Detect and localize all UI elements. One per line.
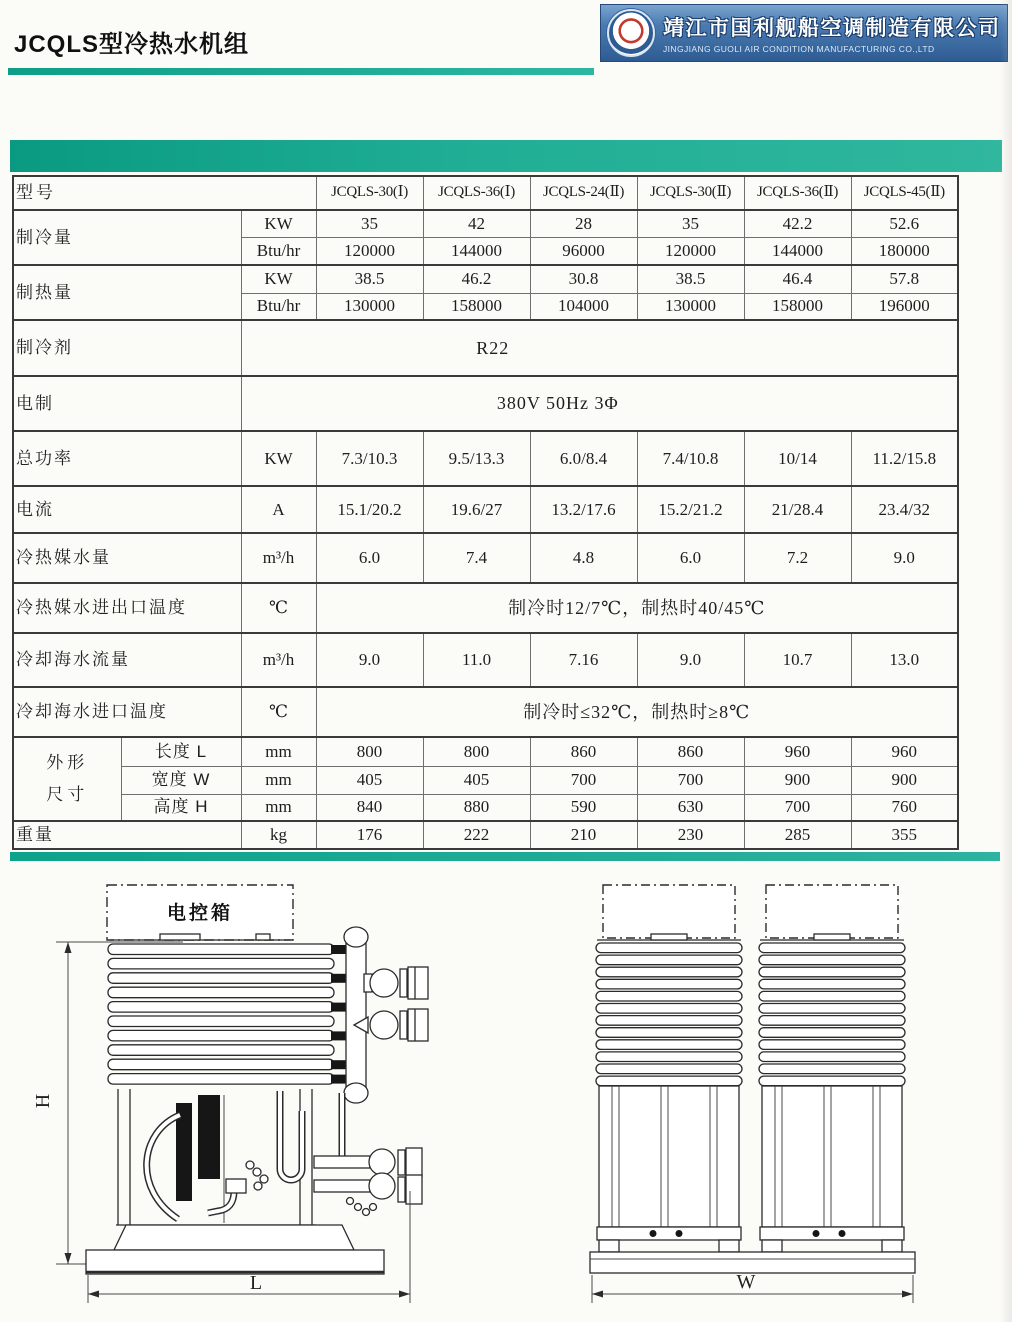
row-label: 重量 — [13, 821, 241, 849]
value-cell: 23.4/32 — [851, 486, 958, 533]
value-cell: 960 — [851, 737, 958, 766]
unit-cell: ℃ — [241, 687, 316, 737]
value-cell: 15.1/20.2 — [316, 486, 423, 533]
value-cell: 840 — [316, 794, 423, 821]
value-cell: 42.2 — [744, 210, 851, 237]
dim-label-W: W — [736, 1271, 756, 1293]
value-cell: 38.5 — [637, 265, 744, 293]
table-top-accent-bar — [10, 140, 1002, 172]
spec-table — [12, 175, 959, 850]
value-cell: 130000 — [316, 293, 423, 320]
spec-row — [13, 766, 958, 794]
value-cell: 144000 — [744, 237, 851, 265]
value-cell: 176 — [316, 821, 423, 849]
spec-row — [13, 320, 958, 376]
base-frame — [86, 1225, 384, 1274]
unit-cell: A — [241, 486, 316, 533]
value-cell: 30.8 — [530, 265, 637, 293]
value-cell: 860 — [530, 737, 637, 766]
value-cell: 130000 — [637, 293, 744, 320]
value-cell: 800 — [423, 737, 530, 766]
row-label: 冷热媒水量 — [13, 533, 241, 583]
row-label: 制冷剂 — [13, 320, 241, 376]
model-name: JCQLS-36(Ⅰ) — [423, 176, 530, 210]
value-cell: 210 — [530, 821, 637, 849]
row-label: 制冷量 — [13, 210, 241, 265]
company-name-cn: 靖江市国利舰船空调制造有限公司 — [663, 17, 1001, 40]
spec-row — [13, 210, 958, 237]
dimension-width — [592, 1271, 913, 1303]
value-cell: 960 — [744, 737, 851, 766]
span-value: 380V 50Hz 3Φ — [241, 376, 958, 431]
row-label: 冷却海水进口温度 — [13, 687, 241, 737]
value-cell: 11.0 — [423, 633, 530, 687]
value-cell: 52.6 — [851, 210, 958, 237]
value-cell: 6.0 — [316, 533, 423, 583]
unit-cell: mm — [241, 766, 316, 794]
unit-cell: ℃ — [241, 583, 316, 633]
value-cell: 860 — [637, 737, 744, 766]
row-label: 外形 尺寸 — [13, 737, 121, 821]
table-bottom-accent-bar — [10, 852, 1000, 861]
model-name: JCQLS-30(Ⅱ) — [637, 176, 744, 210]
spec-row — [13, 431, 958, 486]
dim-label-H: H — [32, 1093, 54, 1109]
span-value: R22 — [241, 320, 958, 376]
control-box-label: 电控箱 — [166, 903, 234, 924]
unit-cell: mm — [241, 794, 316, 821]
page-title: JCQLS型冷热水机组 — [14, 31, 250, 58]
value-cell: 46.4 — [744, 265, 851, 293]
unit-front-left — [596, 885, 742, 1252]
spec-row — [13, 265, 958, 293]
value-cell: 700 — [530, 766, 637, 794]
value-cell: 6.0/8.4 — [530, 431, 637, 486]
value-cell: 15.2/21.2 — [637, 486, 744, 533]
value-cell: 46.2 — [423, 265, 530, 293]
value-cell: 700 — [637, 766, 744, 794]
value-cell: 13.0 — [851, 633, 958, 687]
value-cell: 28 — [530, 210, 637, 237]
spec-row — [13, 687, 958, 737]
company-names — [663, 12, 1001, 54]
value-cell: 35 — [637, 210, 744, 237]
model-name: JCQLS-36(Ⅱ) — [744, 176, 851, 210]
compressor-section — [116, 1089, 316, 1225]
unit-cell: KW — [241, 431, 316, 486]
model-row-label: 型号 — [13, 176, 316, 210]
value-cell: 196000 — [851, 293, 958, 320]
value-cell: 630 — [637, 794, 744, 821]
unit-cell: KW — [241, 265, 316, 293]
unit-cell: mm — [241, 737, 316, 766]
value-cell: 6.0 — [637, 533, 744, 583]
value-cell: 405 — [423, 766, 530, 794]
spec-row — [13, 821, 958, 849]
company-logo-banner — [600, 4, 1008, 62]
dim-label-L: L — [249, 1272, 263, 1294]
model-name: JCQLS-30(Ⅰ) — [316, 176, 423, 210]
value-cell: 230 — [637, 821, 744, 849]
value-cell: 35 — [316, 210, 423, 237]
value-cell: 7.4/10.8 — [637, 431, 744, 486]
value-cell: 4.8 — [530, 533, 637, 583]
header-divider — [8, 68, 594, 75]
dimension-sublabel: 高度 H — [121, 794, 241, 821]
side-view-drawing — [28, 873, 458, 1313]
unit-cell: Btu/hr — [241, 293, 316, 320]
value-cell: 96000 — [530, 237, 637, 265]
company-name-en: JINGJIANG GUOLI AIR CONDITION MANUFACTURING CO.,LTD — [663, 44, 935, 54]
unit-cell: kg — [241, 821, 316, 849]
spec-row — [13, 583, 958, 633]
spec-row — [13, 376, 958, 431]
spec-row — [13, 633, 958, 687]
value-cell: 405 — [316, 766, 423, 794]
row-label: 电制 — [13, 376, 241, 431]
value-cell: 7.2 — [744, 533, 851, 583]
span-value: 制冷时≤32℃，制热时≥8℃ — [316, 687, 958, 737]
value-cell: 180000 — [851, 237, 958, 265]
unit-cell: m³/h — [241, 533, 316, 583]
value-cell: 158000 — [744, 293, 851, 320]
value-cell: 7.4 — [423, 533, 530, 583]
water-pipe-fittings-lower — [314, 1093, 422, 1216]
unit-front-right — [759, 885, 905, 1252]
value-cell: 42 — [423, 210, 530, 237]
unit-cell: m³/h — [241, 633, 316, 687]
value-cell: 760 — [851, 794, 958, 821]
company-emblem-icon — [607, 9, 655, 57]
dimension-sublabel: 宽度 W — [121, 766, 241, 794]
value-cell: 900 — [851, 766, 958, 794]
value-cell: 355 — [851, 821, 958, 849]
row-label: 冷热媒水进出口温度 — [13, 583, 241, 633]
value-cell: 11.2/15.8 — [851, 431, 958, 486]
spec-row — [13, 794, 958, 821]
span-value: 制冷时12/7℃，制热时40/45℃ — [316, 583, 958, 633]
condenser-coil — [108, 927, 368, 1103]
value-cell: 19.6/27 — [423, 486, 530, 533]
value-cell: 9.5/13.3 — [423, 431, 530, 486]
spec-row — [13, 533, 958, 583]
value-cell: 10.7 — [744, 633, 851, 687]
value-cell: 7.3/10.3 — [316, 431, 423, 486]
value-cell: 222 — [423, 821, 530, 849]
dimension-sublabel: 长度 L — [121, 737, 241, 766]
spec-row — [13, 486, 958, 533]
value-cell: 120000 — [316, 237, 423, 265]
value-cell: 10/14 — [744, 431, 851, 486]
control-box — [107, 885, 293, 940]
value-cell: 104000 — [530, 293, 637, 320]
value-cell: 13.2/17.6 — [530, 486, 637, 533]
front-view-drawing — [570, 873, 980, 1313]
value-cell: 900 — [744, 766, 851, 794]
value-cell: 38.5 — [316, 265, 423, 293]
base-frame — [590, 1252, 915, 1273]
value-cell: 9.0 — [637, 633, 744, 687]
value-cell: 158000 — [423, 293, 530, 320]
value-cell: 57.8 — [851, 265, 958, 293]
unit-cell: Btu/hr — [241, 237, 316, 265]
value-cell: 120000 — [637, 237, 744, 265]
row-label: 冷却海水流量 — [13, 633, 241, 687]
value-cell: 800 — [316, 737, 423, 766]
spec-row — [13, 176, 958, 210]
row-label: 电流 — [13, 486, 241, 533]
value-cell: 144000 — [423, 237, 530, 265]
row-label: 总功率 — [13, 431, 241, 486]
value-cell: 9.0 — [316, 633, 423, 687]
model-name: JCQLS-24(Ⅱ) — [530, 176, 637, 210]
value-cell: 880 — [423, 794, 530, 821]
model-name: JCQLS-45(Ⅱ) — [851, 176, 958, 210]
spec-row — [13, 737, 958, 766]
value-cell: 700 — [744, 794, 851, 821]
value-cell: 9.0 — [851, 533, 958, 583]
value-cell: 21/28.4 — [744, 486, 851, 533]
value-cell: 7.16 — [530, 633, 637, 687]
value-cell: 590 — [530, 794, 637, 821]
unit-cell: KW — [241, 210, 316, 237]
value-cell: 285 — [744, 821, 851, 849]
row-label: 制热量 — [13, 265, 241, 320]
